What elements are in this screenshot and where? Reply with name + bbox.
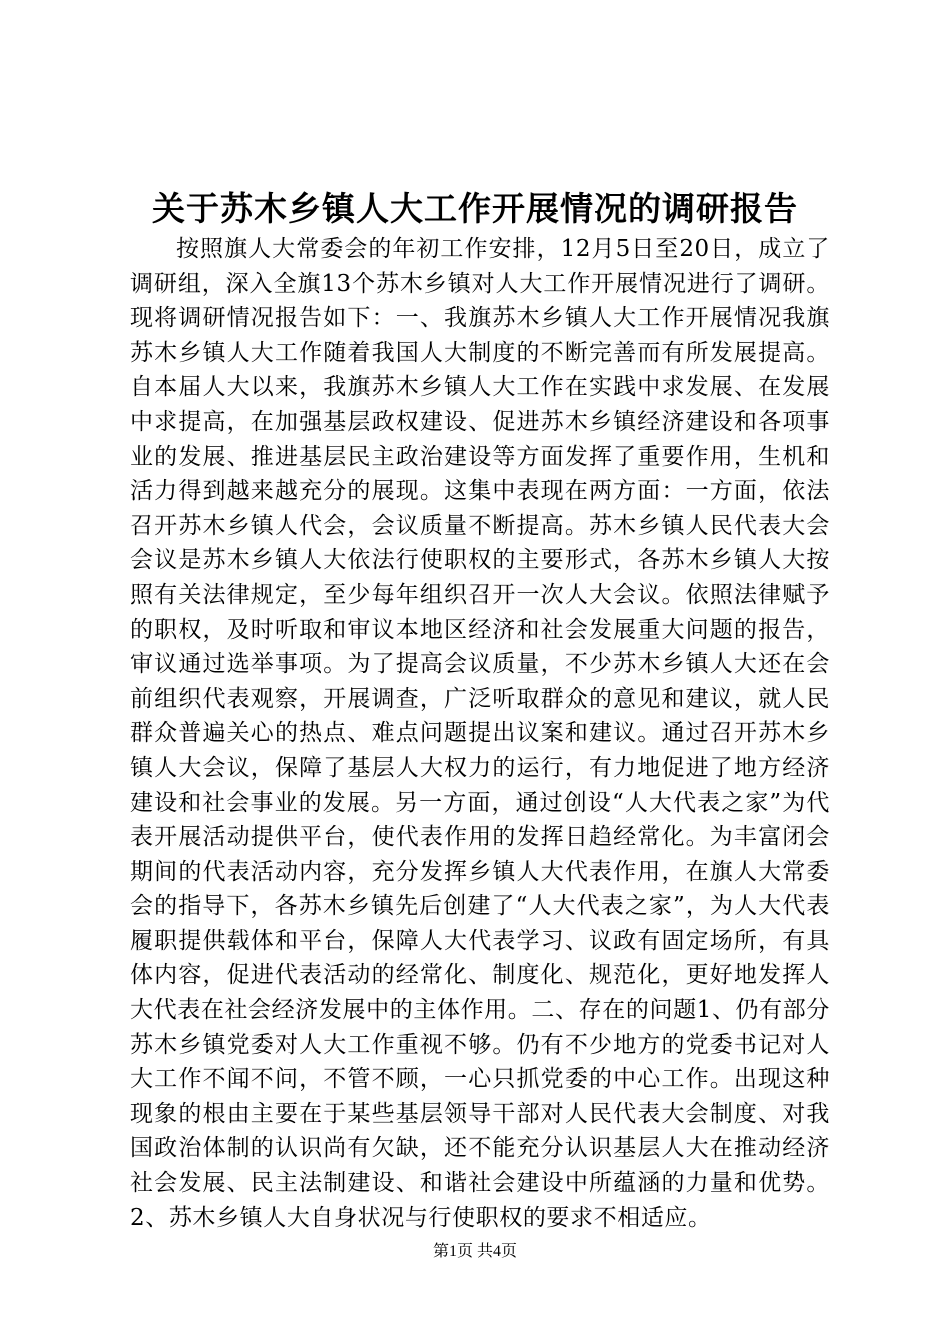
document-title: 关于苏木乡镇人大工作开展情况的调研报告 (152, 189, 798, 228)
document-body-paragraph: 按照旗人大常委会的年初工作安排，12月5日至20日，成立了调研组，深入全旗13个苏木乡镇对人大工作开展情况进行了调研。现将调研情况报告如下：一、我旗苏木乡镇人大工作开展情况我旗苏木乡镇人大工作随着我国人大制度的不断完善而有所发展提高。自本届人大以来，我旗苏木乡镇人大工作在实践中求发展、在发展中求提高，在加强基层政权建设、促进苏木乡镇经济建设和各项事业的发展、推进基层民主政治建设等方面发挥了重要作用，生机和活力得到越来越充分的展现。这集中表现在两方面：一方面，依法召开苏木乡镇人代会，会议质量不断提高。苏木乡镇人民代表大会会议是苏木乡镇人大依法行使职权的主要形式，各苏木乡镇人大按照有关法律规定，至少每年组织召开一次人大会议。依照法律赋予的职权，及时听取和审议本地区经济和社会发展重大问题的报告，审议通过选举事项。为了提高会议质量，不少苏木乡镇人大还在会前组织代表观察，开展调查，广泛听取群众的意见和建议，就人民群众普遍关心的热点、难点问题提出议案和建议。通过召开苏木乡镇人大会议，保障了基层人大权力的运行，有力地促进了地方经济建设和社会事业的发展。另一方面，通过创设“人大代表之家”为代表开展活动提供平台，使代表作用的发挥日趋经常化。为丰富闭会期间的代表活动内容，充分发挥乡镇人大代表作用，在旗人大常委会的指导下，各苏木乡镇先后创建了“人大代表之家”，为人大代表履职提供载体和平台，保障人大代表学习、议政有固定场所，有具体内容，促进代表活动的经常化、制度化、规范化，更好地发挥人大代表在社会经济发展中的主体作用。二、存在的问题1、仍有部分苏木乡镇党委对人大工作重视不够。仍有不少地方的党委书记对人大工作不闻不问，不管不顾，一心只抓党委的中心工作。出现这种现象的根由主要在于某些基层领导干部对人民代表大会制度、对我国政治体制的认识尚有欠缺，还不能充分认识基层人大在推动经济社会发展、民主法制建设、和谐社会建设中所蕴涵的力量和优势。2、苏木乡镇人大自身状况与行使职权的要求不相适应。 (130, 236, 830, 1231)
page-number-footer: 第1页 共4页 (432, 1243, 517, 1260)
